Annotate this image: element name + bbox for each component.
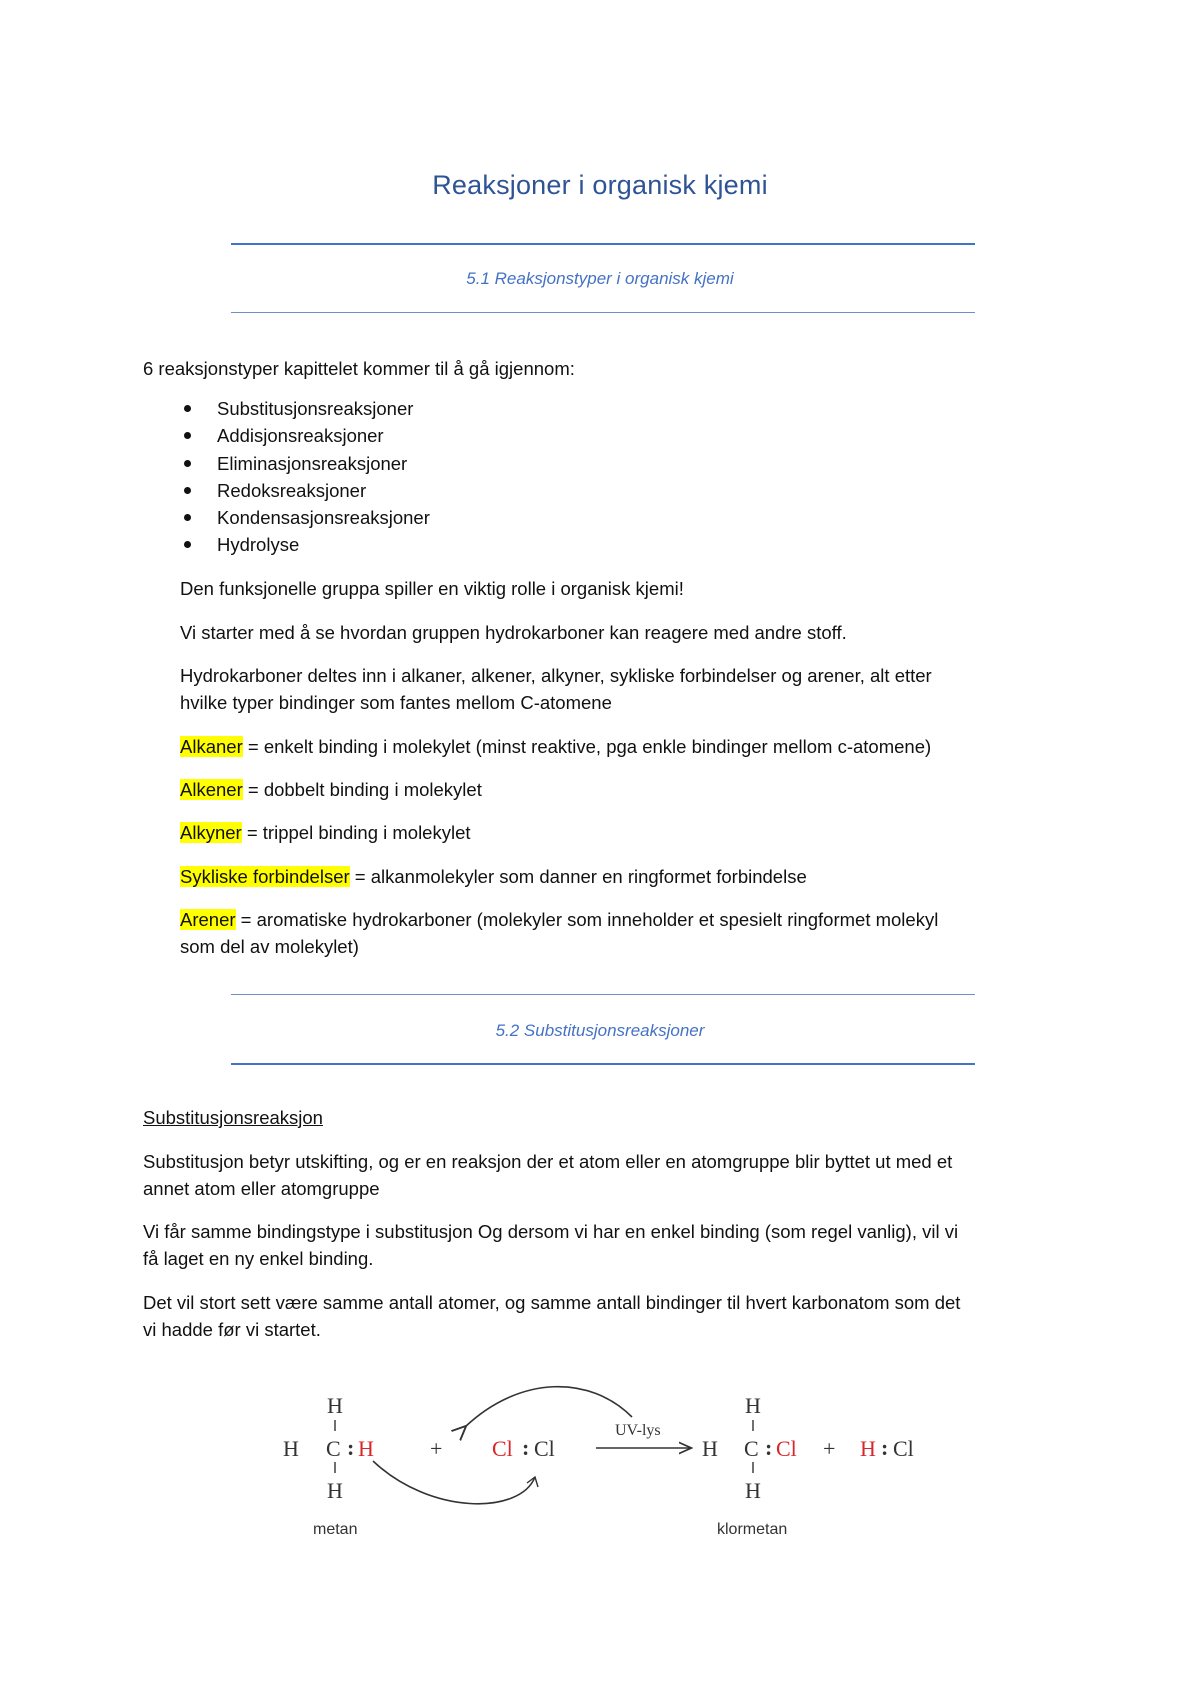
list-item: Hydrolyse xyxy=(180,531,430,558)
atom-h-left: H xyxy=(283,1436,299,1461)
list-item: Redoksreaksjoner xyxy=(180,477,430,504)
definition-alkyner xyxy=(180,819,471,846)
label-klormetan: klormetan xyxy=(717,1521,788,1538)
plus-sign: + xyxy=(430,1436,443,1461)
atom-cl: Cl xyxy=(534,1436,555,1461)
list-item: Substitusjonsreaksjoner xyxy=(180,395,430,422)
definition-text: = dobbelt binding i molekylet xyxy=(242,779,482,800)
atom-h-top: H xyxy=(745,1393,761,1418)
atom-h-left: H xyxy=(702,1436,718,1461)
paragraph-line: Vi får samme bindingstype i substitusjon Og dersom vi har en enkel binding (som regel vanlig), vil vi xyxy=(143,1221,959,1242)
electron-pair: : xyxy=(881,1435,889,1460)
curved-arrow-bottom xyxy=(373,1461,535,1504)
paragraph-line: annet atom eller atomgruppe xyxy=(143,1178,380,1199)
paragraph-line: få laget en ny enkel binding. xyxy=(143,1248,374,1269)
atom-c: C xyxy=(326,1436,341,1461)
atom-h-red: H xyxy=(860,1436,876,1461)
section-heading-5-2: 5.2 Substitusjonsreaksjoner xyxy=(495,1021,705,1040)
paragraph-line: Det vil stort sett være samme antall atomer, og samme antall bindinger til hvert karbonatom som det xyxy=(143,1292,961,1313)
heading-rule-top xyxy=(231,994,975,995)
definition-arener-cont: som del av molekylet) xyxy=(180,936,359,957)
paragraph-line: hvilke typer bindinger som fantes mellom C-atomene xyxy=(180,692,612,713)
definition-arener xyxy=(180,906,938,933)
heading-rule-bottom xyxy=(231,1063,975,1065)
paragraph: Vi starter med å se hvordan gruppen hydrokarboner kan reagere med andre stoff. xyxy=(180,622,847,643)
list-item: Addisjonsreaksjoner xyxy=(180,422,430,449)
plus-sign: + xyxy=(823,1436,836,1461)
atom-c: C xyxy=(744,1436,759,1461)
page-title: Reaksjoner i organisk kjemi xyxy=(432,170,768,200)
reaction-condition: UV-lys xyxy=(615,1422,661,1439)
reaction-types-list xyxy=(180,395,430,559)
definition-alkaner xyxy=(180,733,931,760)
list-item: Eliminasjonsreaksjoner xyxy=(180,450,430,477)
paragraph-line: Substitusjon betyr utskifting, og er en reaksjon der et atom eller en atomgruppe blir byttet ut med et xyxy=(143,1151,953,1172)
atom-cl-red: Cl xyxy=(776,1436,797,1461)
highlighted-term: Alkaner xyxy=(180,736,243,757)
section-heading-5-1: 5.1 Reaksjonstyper i organisk kjemi xyxy=(466,269,734,288)
list-item: Kondensasjonsreaksjoner xyxy=(180,504,430,531)
paragraph: Den funksjonelle gruppa spiller en viktig rolle i organisk kjemi! xyxy=(180,578,684,599)
atom-h-red: H xyxy=(358,1436,374,1461)
highlighted-term: Arener xyxy=(180,909,236,930)
definition-text: = trippel binding i molekylet xyxy=(241,822,471,843)
atom-h-top: H xyxy=(327,1393,343,1418)
highlighted-term: Alkener xyxy=(180,779,243,800)
atom-h-bottom: H xyxy=(745,1478,761,1503)
subheading: Substitusjonsreaksjon xyxy=(143,1107,323,1128)
definition-text: = enkelt binding i molekylet (minst reaktive, pga enkle bindinger mellom c-atomene) xyxy=(242,736,932,757)
definition-sykliske xyxy=(180,863,807,890)
electron-pair: : xyxy=(765,1435,773,1460)
atom-cl: Cl xyxy=(893,1436,914,1461)
electron-pair: : xyxy=(522,1435,530,1460)
paragraph-line: Hydrokarboner deltes inn i alkaner, alkener, alkyner, sykliske forbindelser og arener, alt etter xyxy=(180,665,932,686)
highlighted-term: Sykliske forbindelser xyxy=(180,866,350,887)
substitution-reaction-diagram xyxy=(270,1375,940,1545)
highlighted-term: Alkyner xyxy=(180,822,242,843)
definition-text: = alkanmolekyler som danner en ringformet forbindelse xyxy=(349,866,807,887)
curved-arrow-top xyxy=(465,1387,632,1427)
definition-text: = aromatiske hydrokarboner (molekyler som inneholder et spesielt ringformet molekyl xyxy=(235,909,939,930)
atom-cl-red: Cl xyxy=(492,1436,513,1461)
heading-rule-bottom xyxy=(231,312,975,313)
intro-text: 6 reaksjonstyper kapittelet kommer til å gå igjennom: xyxy=(143,358,575,379)
heading-rule-top xyxy=(231,243,975,245)
atom-h-bottom: H xyxy=(327,1478,343,1503)
definition-alkener xyxy=(180,776,482,803)
label-metan: metan xyxy=(313,1521,358,1538)
electron-pair: : xyxy=(347,1435,355,1460)
paragraph-line: vi hadde før vi startet. xyxy=(143,1319,321,1340)
